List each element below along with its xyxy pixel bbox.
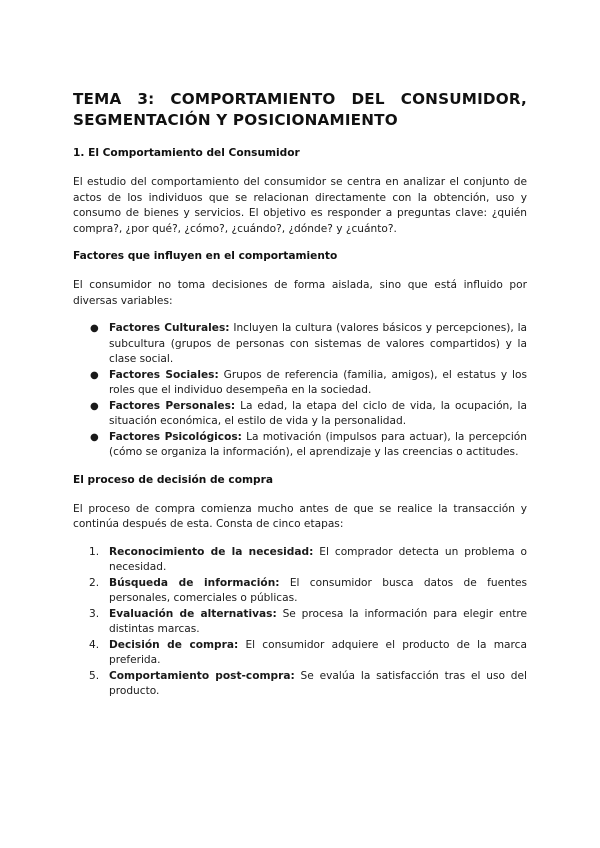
bullet-icon: ● <box>90 431 99 443</box>
list-item-term: Factores Culturales: <box>109 322 230 334</box>
list-item-term: Factores Personales: <box>109 399 236 412</box>
step-number: 1. <box>89 545 100 558</box>
section-heading-factors: Factores que influyen en el comportamiento <box>73 250 338 262</box>
list-item-text: Se procesa la información para elegir entre distintas marcas. <box>109 607 527 635</box>
section-heading-purchase-process: El proceso de decisión de compra <box>73 473 273 486</box>
list-item <box>90 399 527 430</box>
list-item-text: El consumidor adquiere el producto de la marca preferida. <box>109 638 527 666</box>
step-number: 3. <box>89 607 100 620</box>
list-item-text: Grupos de referencia (familia, amigos), el estatus y los roles que el individuo desempeña en la sociedad. <box>109 368 527 396</box>
list-item-text: La motivación (impulsos para actuar), la percepción (cómo se organiza la información), el aprendizaje y las creencias o actitudes. <box>109 430 528 458</box>
list-item-text: La edad, la etapa del ciclo de vida, la ocupación, la situación económica, el estilo de vida y la personalidad. <box>109 399 527 427</box>
list-item <box>89 669 527 700</box>
step-number: 5. <box>89 669 100 682</box>
list-item <box>89 576 527 607</box>
list-item-text: El consumidor busca datos de fuentes personales, comerciales o públicas. <box>109 576 527 604</box>
list-item <box>89 607 527 638</box>
list-item-text: Se evalúa la satisfacción tras el uso del producto. <box>109 669 527 697</box>
list-item <box>90 321 528 368</box>
bullet-icon: ● <box>90 323 99 334</box>
list-item <box>90 430 528 461</box>
list-item-text: Incluyen la cultura (valores básicos y percepciones), la subcultura (grupos de personas con sistemas de valores compartidos) y la clase social. <box>109 322 528 365</box>
step-number: 4. <box>89 638 100 651</box>
list-item <box>90 368 527 399</box>
bullet-icon: ● <box>90 369 99 381</box>
purchase-steps-list <box>73 545 527 700</box>
purchase-process-intro-paragraph: El proceso de compra comienza mucho antes de que se realice la transacción y continúa después de esta. Consta de cinco etapas: <box>73 502 527 530</box>
factors-intro-paragraph: El consumidor no toma decisiones de forma aislada, sino que está influido por diversas variables: <box>73 279 527 307</box>
list-item <box>89 545 527 576</box>
step-number: 2. <box>89 576 100 589</box>
factors-list <box>73 321 527 461</box>
list-item-term: Comportamiento post-compra: <box>109 669 295 682</box>
section-heading-consumer-behavior: 1. El Comportamiento del Consumidor <box>73 147 300 159</box>
bullet-icon: ● <box>90 400 99 412</box>
list-item-term: Factores Sociales: <box>109 368 219 381</box>
list-item-term: Evaluación de alternativas: <box>109 607 277 620</box>
list-item-term: Búsqueda de información: <box>109 576 280 589</box>
list-item-term: Decisión de compra: <box>109 638 239 651</box>
list-item <box>89 638 527 669</box>
consumer-behavior-paragraph: El estudio del comportamiento del consumidor se centra en analizar el conjunto de actos de los individuos que se relacionan directamente con la obtención, uso y consumo de bienes y servicios. El objetivo es responder a preguntas clave: ¿quién compra?, ¿por qué?, ¿cómo?, ¿cuándo?, ¿dónde? y ¿cuánto?. <box>73 176 527 235</box>
list-item-term: Factores Psicológicos: <box>109 430 242 443</box>
list-item-term: Reconocimiento de la necesidad: <box>109 545 314 558</box>
list-item-text: El comprador detecta un problema o necesidad. <box>109 545 527 573</box>
document-title: TEMA 3: COMPORTAMIENTO DEL CONSUMIDOR, SEGMENTACIÓN Y POSICIONAMIENTO <box>73 90 527 129</box>
